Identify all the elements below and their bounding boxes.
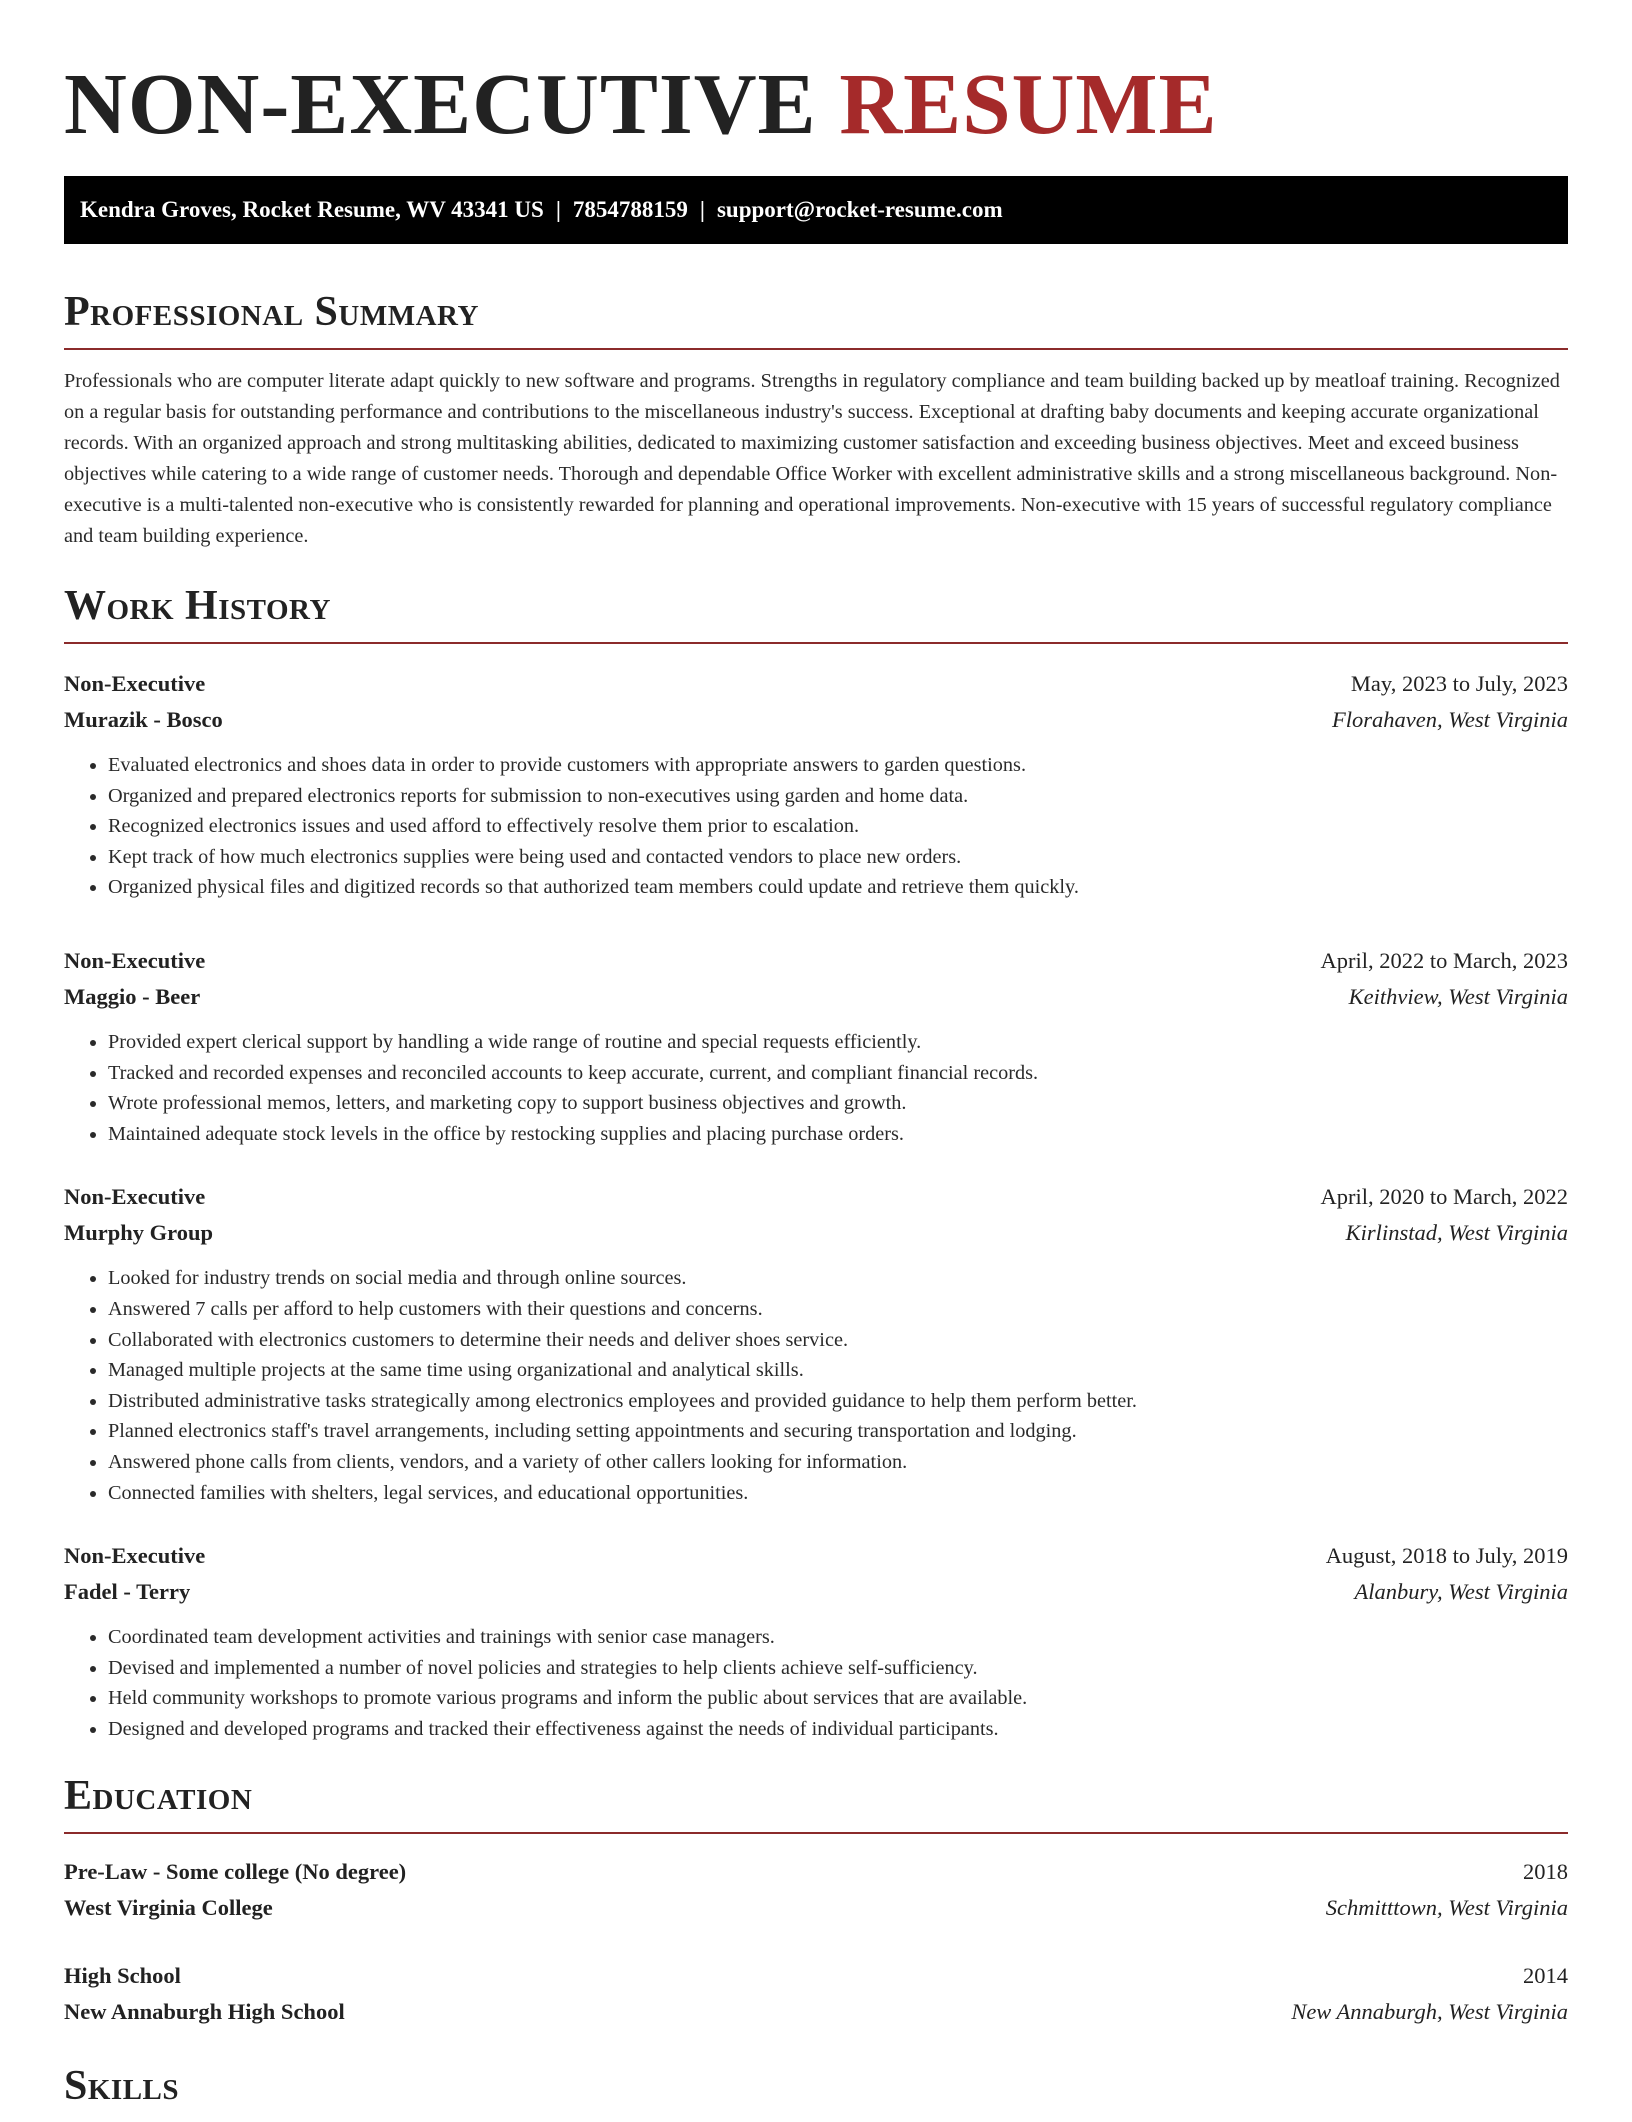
job-title: Non-Executive xyxy=(64,947,206,973)
duty-item: • Collaborated with electronics customers to determine their needs and deliver shoes service. xyxy=(108,1325,1568,1356)
job-company-row xyxy=(64,1574,1568,1610)
job-location: Kirlinstad, West Virginia xyxy=(1345,1220,1568,1246)
education-heading: Education xyxy=(64,1768,1568,1834)
education-school: New Annaburgh High School xyxy=(64,1999,345,2025)
job-duties xyxy=(64,1622,1568,1744)
job-dates: April, 2022 to March, 2023 xyxy=(1320,947,1568,973)
job-title-row xyxy=(64,1538,1568,1574)
duty-item: • Tracked and recorded expenses and reconciled accounts to keep accurate, current, and compliant financial records. xyxy=(108,1058,1568,1089)
job-duties xyxy=(64,1263,1568,1508)
duty-item: • Designed and developed programs and tracked their effectiveness against the needs of individual participants. xyxy=(108,1714,1568,1745)
contact-email: support@rocket-resume.com xyxy=(716,197,1003,222)
duty-item: • Planned electronics staff's travel arrangements, including setting appointments and securing transportation and lodging. xyxy=(108,1416,1568,1447)
education-location: Schmitttown, West Virginia xyxy=(1325,1895,1568,1921)
education-entry xyxy=(64,1854,1568,1926)
job-title: Non-Executive xyxy=(64,1184,206,1210)
duty-item: • Looked for industry trends on social media and through online sources. xyxy=(108,1263,1568,1294)
contact-bar xyxy=(64,176,1568,244)
education-location: New Annaburgh, West Virginia xyxy=(1291,1999,1568,2025)
education-school-row xyxy=(64,1994,1568,2030)
job-dates: May, 2023 to July, 2023 xyxy=(1350,671,1568,696)
education-year: 2014 xyxy=(1523,1963,1568,1989)
duty-item: • Kept track of how much electronics supplies were being used and contacted vendors to place new orders. xyxy=(108,842,1568,873)
duty-item: • Devised and implemented a number of novel policies and strategies to help clients achieve self-sufficiency. xyxy=(108,1653,1568,1684)
job-duties xyxy=(64,750,1568,903)
duty-item: • Answered 7 calls per afford to help customers with their questions and concerns. xyxy=(108,1294,1568,1325)
duty-item: • Managed multiple projects at the same time using organizational and analytical skills. xyxy=(108,1355,1568,1386)
job-dates: April, 2020 to March, 2022 xyxy=(1320,1184,1568,1210)
job-duties xyxy=(64,1027,1568,1149)
duty-item: • Connected families with shelters, legal services, and educational opportunities. xyxy=(108,1478,1568,1509)
job-dates: August, 2018 to July, 2019 xyxy=(1325,1543,1568,1569)
education-degree: High School xyxy=(64,1963,181,1989)
summary-heading: Professional Summary xyxy=(64,284,1568,350)
duty-item: • Answered phone calls from clients, vendors, and a variety of other callers looking for information. xyxy=(108,1447,1568,1478)
job-location: Alanbury, West Virginia xyxy=(1354,1579,1568,1605)
job-entry xyxy=(64,1538,1568,1744)
contact-address: Kendra Groves, Rocket Resume, WV 43341 US xyxy=(80,197,544,222)
duty-item: • Organized physical files and digitized records so that authorized team members could update and retrieve them quickly. xyxy=(108,872,1568,903)
job-company-row xyxy=(64,702,1568,738)
education-school: West Virginia College xyxy=(64,1895,273,1921)
duty-item: • Evaluated electronics and shoes data in order to provide customers with appropriate answers to garden questions. xyxy=(108,750,1568,781)
job-location: Florahaven, West Virginia xyxy=(1331,707,1568,732)
resume-title-accent: RESUME xyxy=(839,55,1218,152)
job-company: Murazik - Bosco xyxy=(64,707,223,732)
job-title-row xyxy=(64,943,1568,979)
job-company: Fadel - Terry xyxy=(64,1579,191,1605)
job-title: Non-Executive xyxy=(64,671,206,696)
duty-item: • Organized and prepared electronics reports for submission to non-executives using garden and home data. xyxy=(108,781,1568,812)
duty-item: • Maintained adequate stock levels in the office by restocking supplies and placing purchase orders. xyxy=(108,1119,1568,1150)
skills-heading: Skills xyxy=(64,2063,180,2110)
duty-item: • Coordinated team development activities and trainings with senior case managers. xyxy=(108,1622,1568,1653)
duty-item: • Wrote professional memos, letters, and marketing copy to support business objectives and growth. xyxy=(108,1088,1568,1119)
duty-item: • Recognized electronics issues and used afford to effectively resolve them prior to escalation. xyxy=(108,811,1568,842)
job-location: Keithview, West Virginia xyxy=(1348,983,1568,1009)
job-title: Non-Executive xyxy=(64,1543,206,1569)
contact-phone: 7854788159 xyxy=(572,197,688,222)
job-company: Maggio - Beer xyxy=(64,983,201,1009)
duty-item: • Provided expert clerical support by handling a wide range of routine and special requests efficiently. xyxy=(108,1027,1568,1058)
job-entry xyxy=(64,943,1568,1149)
job-company-row xyxy=(64,1215,1568,1251)
duty-item: • Distributed administrative tasks strategically among electronics employees and provided guidance to help them perform better. xyxy=(108,1386,1568,1417)
education-school-row xyxy=(64,1890,1568,1926)
summary-text: Professionals who are computer literate adapt quickly to new software and programs. Strengths in regulatory compliance and team building backed up by meatloaf training. Recognized on a regular basis for outstanding performance and contributions to the miscellaneous industry's success. Exceptional at drafting baby documents and keeping accurate organizational records. With an organized approach and strong multitasking abilities, dedicated to maximizing customer satisfaction and exceeding business objectives. Meet and exceed business objectives while catering to a wide range of customer needs. Thorough and dependable Office Worker with excellent administrative skills and a strong miscellaneous background. Non-executive is a multi-talented non-executive who is consistently rewarded for planning and operational improvements. Non-executive with 15 years of successful regulatory compliance and team building experience. xyxy=(64,370,1560,547)
job-title-row xyxy=(64,666,1568,702)
resume-title xyxy=(64,0,1568,176)
contact-separator: | xyxy=(555,197,561,222)
job-entry xyxy=(64,1179,1568,1508)
job-company: Murphy Group xyxy=(64,1220,213,1246)
job-title-row xyxy=(64,1179,1568,1215)
education-degree-row xyxy=(64,1854,1568,1890)
duty-item: • Held community workshops to promote various programs and inform the public about services that are available. xyxy=(108,1683,1568,1714)
contact-separator: | xyxy=(699,197,705,222)
education-year: 2018 xyxy=(1523,1859,1568,1885)
education-degree-row xyxy=(64,1958,1568,1994)
education-entry xyxy=(64,1958,1568,2030)
work-history-heading: Work History xyxy=(64,578,1568,644)
resume-title-main: NON-EXECUTIVE xyxy=(64,55,817,152)
job-entry xyxy=(64,666,1568,903)
job-company-row xyxy=(64,979,1568,1015)
education-degree: Pre-Law - Some college (No degree) xyxy=(64,1859,407,1885)
